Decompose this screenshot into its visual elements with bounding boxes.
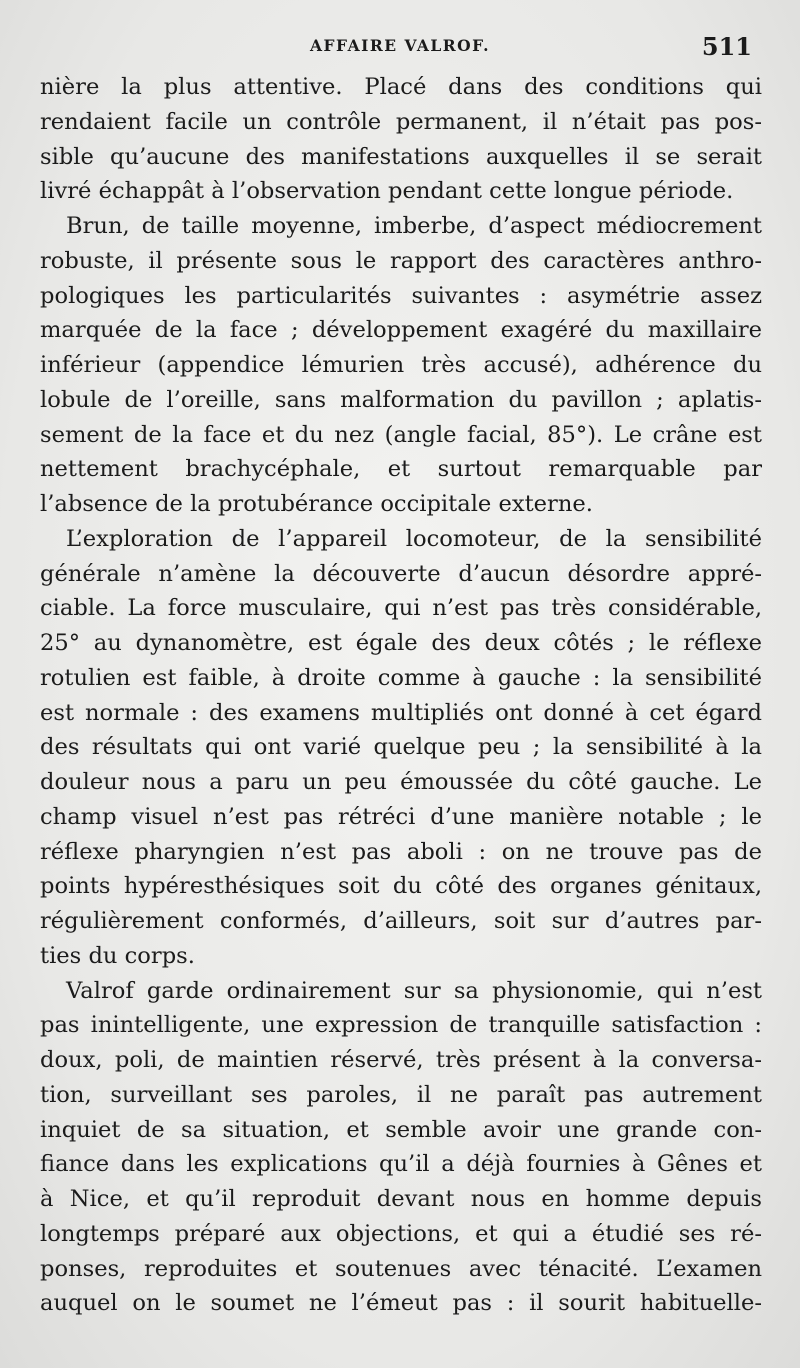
running-title: AFFAIRE VALROF. bbox=[310, 36, 490, 55]
text-line: sible qu’aucune des manifestations auxquelles il se serait bbox=[40, 143, 762, 170]
text-line: 25° au dynanomètre, est égale des deux côtés ; le réflexe bbox=[40, 630, 762, 656]
page-number: 511 bbox=[701, 32, 752, 61]
text-line: générale n’amène la découverte d’aucun désordre appré- bbox=[40, 560, 762, 587]
text-line: nière la plus attentive. Placé dans des conditions qui bbox=[40, 74, 762, 100]
text-line: à Nice, et qu’il reproduit devant nous en homme depuis bbox=[40, 1186, 762, 1212]
text-line: rendaient facile un contrôle permanent, il n’était pas pos- bbox=[40, 108, 762, 135]
text-line: points hypéresthésiques soit du côté des organes génitaux, bbox=[40, 873, 762, 900]
text-line: lobule de l’oreille, sans malformation du pavillon ; aplatis- bbox=[40, 386, 762, 413]
text-line: doux, poli, de maintien réservé, très présent à la conversa- bbox=[40, 1047, 762, 1073]
text-line: longtemps préparé aux objections, et qui a étudié ses ré- bbox=[40, 1220, 762, 1247]
text-line: douleur nous a paru un peu émoussée du côté gauche. Le bbox=[40, 769, 762, 795]
text-line: Brun, de taille moyenne, imberbe, d’aspect médiocrement bbox=[66, 213, 762, 239]
text-line: l’absence de la protubérance occipitale externe. bbox=[40, 491, 593, 517]
text-line: est normale : des examens multipliés ont donné à cet égard bbox=[40, 699, 762, 726]
text-line: inquiet de sa situation, et semble avoir une grande con- bbox=[40, 1116, 762, 1143]
text-line: livré échappât à l’observation pendant cette longue période. bbox=[40, 178, 734, 205]
text-line: sement de la face et du nez (angle facial, 85°). Le crâne est bbox=[40, 421, 762, 448]
text-line: auquel on le soumet ne l’émeut pas : il sourit habituelle- bbox=[40, 1290, 762, 1317]
text-line: rotulien est faible, à droite comme à gauche : la sensibilité bbox=[40, 664, 762, 691]
text-line: inférieur (appendice lémurien très accusé), adhérence du bbox=[40, 352, 762, 378]
text-line: tion, surveillant ses paroles, il ne paraît pas autrement bbox=[40, 1081, 762, 1108]
text-line: nettement brachycéphale, et surtout remarquable par bbox=[40, 456, 762, 483]
text-line: ties du corps. bbox=[40, 942, 195, 969]
text-line: ciable. La force musculaire, qui n’est pas très considérable, bbox=[40, 595, 762, 622]
text-line: pas inintelligente, une expression de tranquille satisfaction : bbox=[40, 1012, 762, 1039]
body-text bbox=[40, 70, 762, 1321]
running-head bbox=[0, 32, 800, 60]
text-line: Valrof garde ordinairement sur sa physionomie, qui n’est bbox=[66, 977, 762, 1004]
text-line: champ visuel n’est pas rétréci d’une manière notable ; le bbox=[40, 803, 762, 830]
text-line: pologiques les particularités suivantes : asymétrie assez bbox=[40, 282, 762, 309]
text-line: fiance dans les explications qu’il a déjà fournies à Gênes et bbox=[40, 1151, 762, 1178]
text-line: réflexe pharyngien n’est pas aboli : on ne trouve pas de bbox=[40, 838, 762, 865]
text-line: marquée de la face ; développement exagéré du maxillaire bbox=[40, 317, 762, 344]
text-line: des résultats qui ont varié quelque peu ; la sensibilité à la bbox=[40, 734, 762, 761]
text-line: ponses, reproduites et soutenues avec ténacité. L’examen bbox=[40, 1255, 762, 1282]
text-line: régulièrement conformés, d’ailleurs, soit sur d’autres par- bbox=[40, 908, 762, 934]
text-line: L’exploration de l’appareil locomoteur, de la sensibilité bbox=[66, 525, 762, 552]
text-line: robuste, il présente sous le rapport des caractères anthro- bbox=[40, 247, 762, 274]
